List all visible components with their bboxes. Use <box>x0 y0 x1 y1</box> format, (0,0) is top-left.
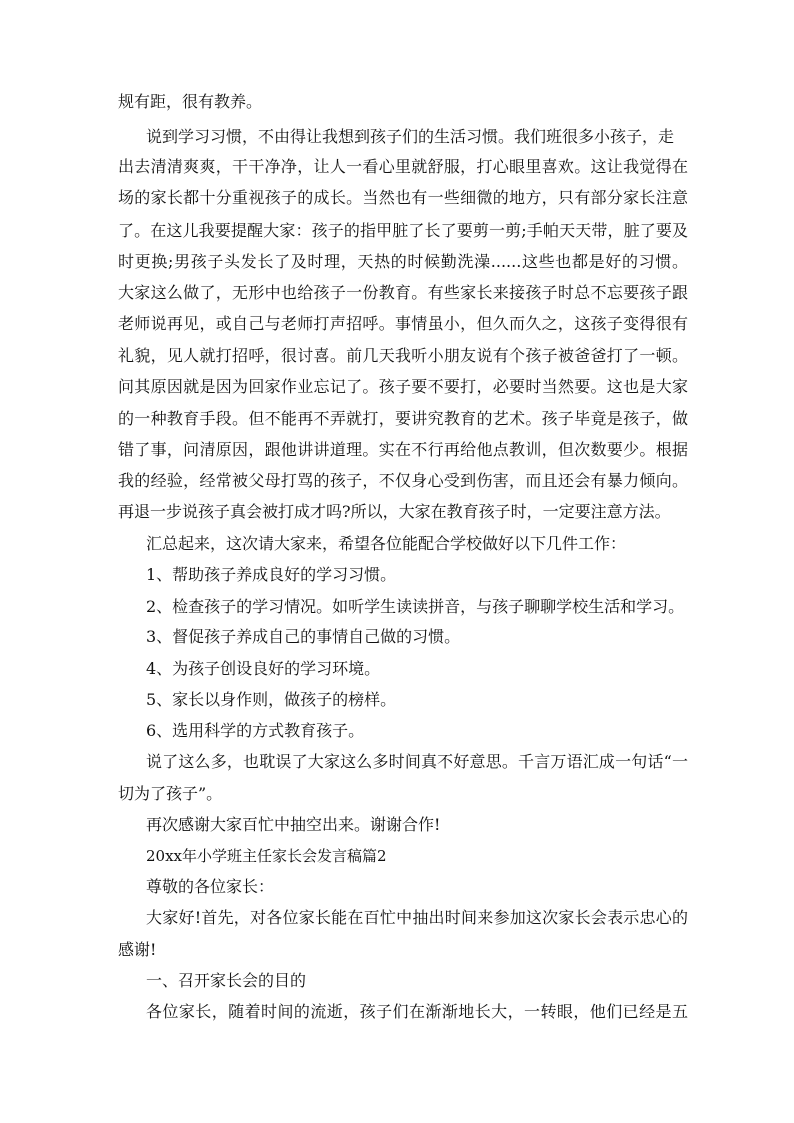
paragraph-line: 场的家长都十分重视孩子的成长。当然也有一些细微的地方，只有部分家长注意 <box>118 188 688 207</box>
paragraph-line: 说到学习习惯，不由得让我想到孩子们的生活习惯。我们班很多小孩子，走 <box>146 127 675 146</box>
paragraph-line: 出去清清爽爽，干干净净，让人一看心里就舒服，打心眼里喜欢。这让我觉得在 <box>118 157 688 176</box>
list-item: 2、检查孩子的学习情况。如听学生读读拼音，与孩子聊聊学校生活和学习。 <box>146 597 685 616</box>
paragraph-line: 时更换;男孩子头发长了及时理，天热的时候勤洗澡......这些也都是好的习惯。 <box>118 252 688 271</box>
paragraph-line: 再次感谢大家百忙中抽空出来。谢谢合作! <box>146 815 441 834</box>
salutation: 尊敬的各位家长： <box>146 877 275 896</box>
list-item: 3、督促孩子养成自己的事情自己做的习惯。 <box>146 627 461 646</box>
paragraph-line: 了。在这儿我要提醒大家：孩子的指甲脏了长了要剪一剪;手帕天天带，脏了要及 <box>118 221 688 240</box>
paragraph-line: 大家好!首先，对各位家长能在百忙中抽出时间来参加这次家长会表示忠心的 <box>146 908 688 927</box>
paragraph-line: 的一种教育手段。但不能再不弄就打，要讲究教育的艺术。孩子毕竟是孩子，做 <box>118 409 688 428</box>
section-heading: 20xx年小学班主任家长会发言稿篇2 <box>146 847 387 865</box>
paragraph-line: 大家这么做了，无形中也给孩子一份教育。有些家长来接孩子时总不忘要孩子跟 <box>118 283 688 302</box>
paragraph-line: 各位家长，随着时间的流逝，孩子们在渐渐地长大，一转眼，他们已经是五 <box>146 1002 688 1021</box>
paragraph-line: 礼貌，见人就打招呼，很讨喜。前几天我听小朋友说有个孩子被爸爸打了一顿。 <box>118 346 688 365</box>
list-item: 6、选用科学的方式教育孩子。 <box>146 721 365 740</box>
paragraph-line: 问其原因就是因为回家作业忘记了。孩子要不要打，必要时当然要。这也是大家 <box>118 377 688 396</box>
paragraph-line: 我的经验，经常被父母打骂的孩子，不仅身心受到伤害，而且还会有暴力倾向。 <box>118 471 688 490</box>
list-item: 5、家长以身作则，做孩子的榜样。 <box>146 690 397 709</box>
list-item: 1、帮助孩子养成良好的学习习惯。 <box>146 565 397 584</box>
paragraph-line: 错了事，问清原因，跟他讲讲道理。实在不行再给他点教训，但次数要少。根据 <box>118 440 688 459</box>
section-heading: 一、召开家长会的目的 <box>146 971 307 990</box>
paragraph-line: 说了这么多，也耽误了大家这么多时间真不好意思。千言万语汇成一句话“一 <box>146 752 688 771</box>
paragraph-line: 汇总起来，这次请大家来，希望各位能配合学校做好以下几件工作： <box>146 534 627 553</box>
paragraph-line: 切为了孩子”。 <box>118 784 223 803</box>
paragraph-line: 老师说再见，或自己与老师打声招呼。事情虽小，但久而久之，这孩子变得很有 <box>118 314 688 333</box>
paragraph-line: 感谢! <box>118 940 157 959</box>
list-item: 4、为孩子创设良好的学习环境。 <box>146 659 381 678</box>
paragraph-line: 再退一步说孩子真会被打成才吗?所以，大家在教育孩子时，一定要注意方法。 <box>118 502 671 521</box>
paragraph-line: 规有距，很有教养。 <box>118 92 263 111</box>
